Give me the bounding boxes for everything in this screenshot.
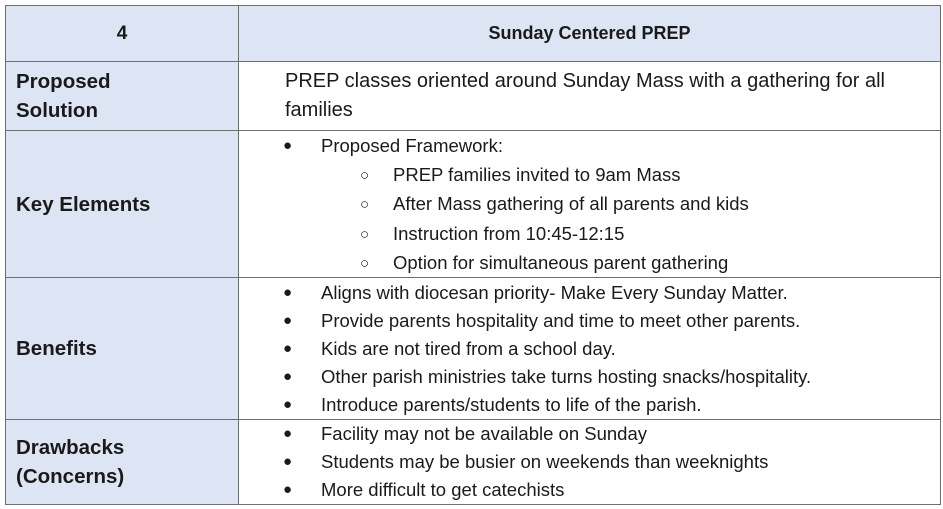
list-item-text: After Mass gathering of all parents and kids [393,193,749,215]
key-elements-list [239,131,940,160]
key-elements-row [6,131,941,278]
bullet-icon: ● [283,367,293,385]
list-item [239,248,940,277]
proposed-solution-text: PREP classes oriented around Sunday Mass with a gathering for all families [285,70,885,121]
list-item-text: Aligns with diocesan priority- Make Every Sunday Matter. [321,281,788,303]
list-item-text: Provide parents hospitality and time to meet other parents. [321,309,801,331]
bullet-icon: ● [283,425,293,443]
framework-text: Proposed Framework: [321,135,503,156]
list-item-text: Instruction from 10:45-12:15 [393,222,625,244]
key-elements-cell [239,131,941,278]
circle-bullet-icon: ○ [360,167,370,185]
list-item-text: Facility may not be available on Sunday [321,423,647,445]
list-item [239,307,940,335]
bullet-icon: ● [283,453,293,471]
key-elements-sublist [239,160,940,277]
circle-bullet-icon: ○ [360,225,370,243]
key-elements-label: Key Elements [6,131,239,278]
proposed-solution-label [6,62,239,131]
list-item [239,189,940,218]
list-item [239,131,940,160]
list-item-text: Option for simultaneous parent gathering [393,251,729,273]
benefits-cell [239,278,941,420]
benefits-label: Benefits [6,278,239,420]
bullet-icon: ● [283,395,293,413]
circle-bullet-icon: ○ [360,196,370,214]
benefits-list [239,279,940,419]
bullet-icon: ● [283,283,293,301]
list-item [239,363,940,391]
list-item [239,160,940,189]
list-item [239,391,940,419]
drawbacks-list [239,420,940,504]
proposal-table [5,5,941,505]
list-item-text: Students may be busier on weekends than weeknights [321,451,769,473]
table-header-row [6,6,941,62]
bullet-icon: ● [283,481,293,499]
bullet-icon: ● [283,137,293,154]
bullet-icon: ● [283,311,293,329]
drawbacks-label [6,420,239,505]
list-item-text: Kids are not tired from a school day. [321,337,616,359]
option-title: Sunday Centered PREP [239,6,941,62]
list-item [239,279,940,307]
drawbacks-cell [239,420,941,505]
list-item-text: Introduce parents/students to life of the parish. [321,393,702,415]
proposed-solution-cell [239,62,941,131]
list-item [239,219,940,248]
list-item [239,448,940,476]
drawbacks-label-text: Drawbacks (Concerns) [16,436,125,489]
proposed-solution-row [6,62,941,131]
list-item-text: PREP families invited to 9am Mass [393,164,681,186]
bullet-icon: ● [283,339,293,357]
proposed-solution-label-text: Proposed Solution [16,70,111,122]
benefits-row [6,278,941,420]
option-number: 4 [6,6,239,62]
list-item [239,420,940,448]
circle-bullet-icon: ○ [360,254,370,272]
list-item-text: More difficult to get catechists [321,479,565,501]
drawbacks-row [6,420,941,505]
list-item [239,335,940,363]
list-item-text: Other parish ministries take turns hosting snacks/hospitality. [321,365,812,387]
list-item [239,476,940,504]
